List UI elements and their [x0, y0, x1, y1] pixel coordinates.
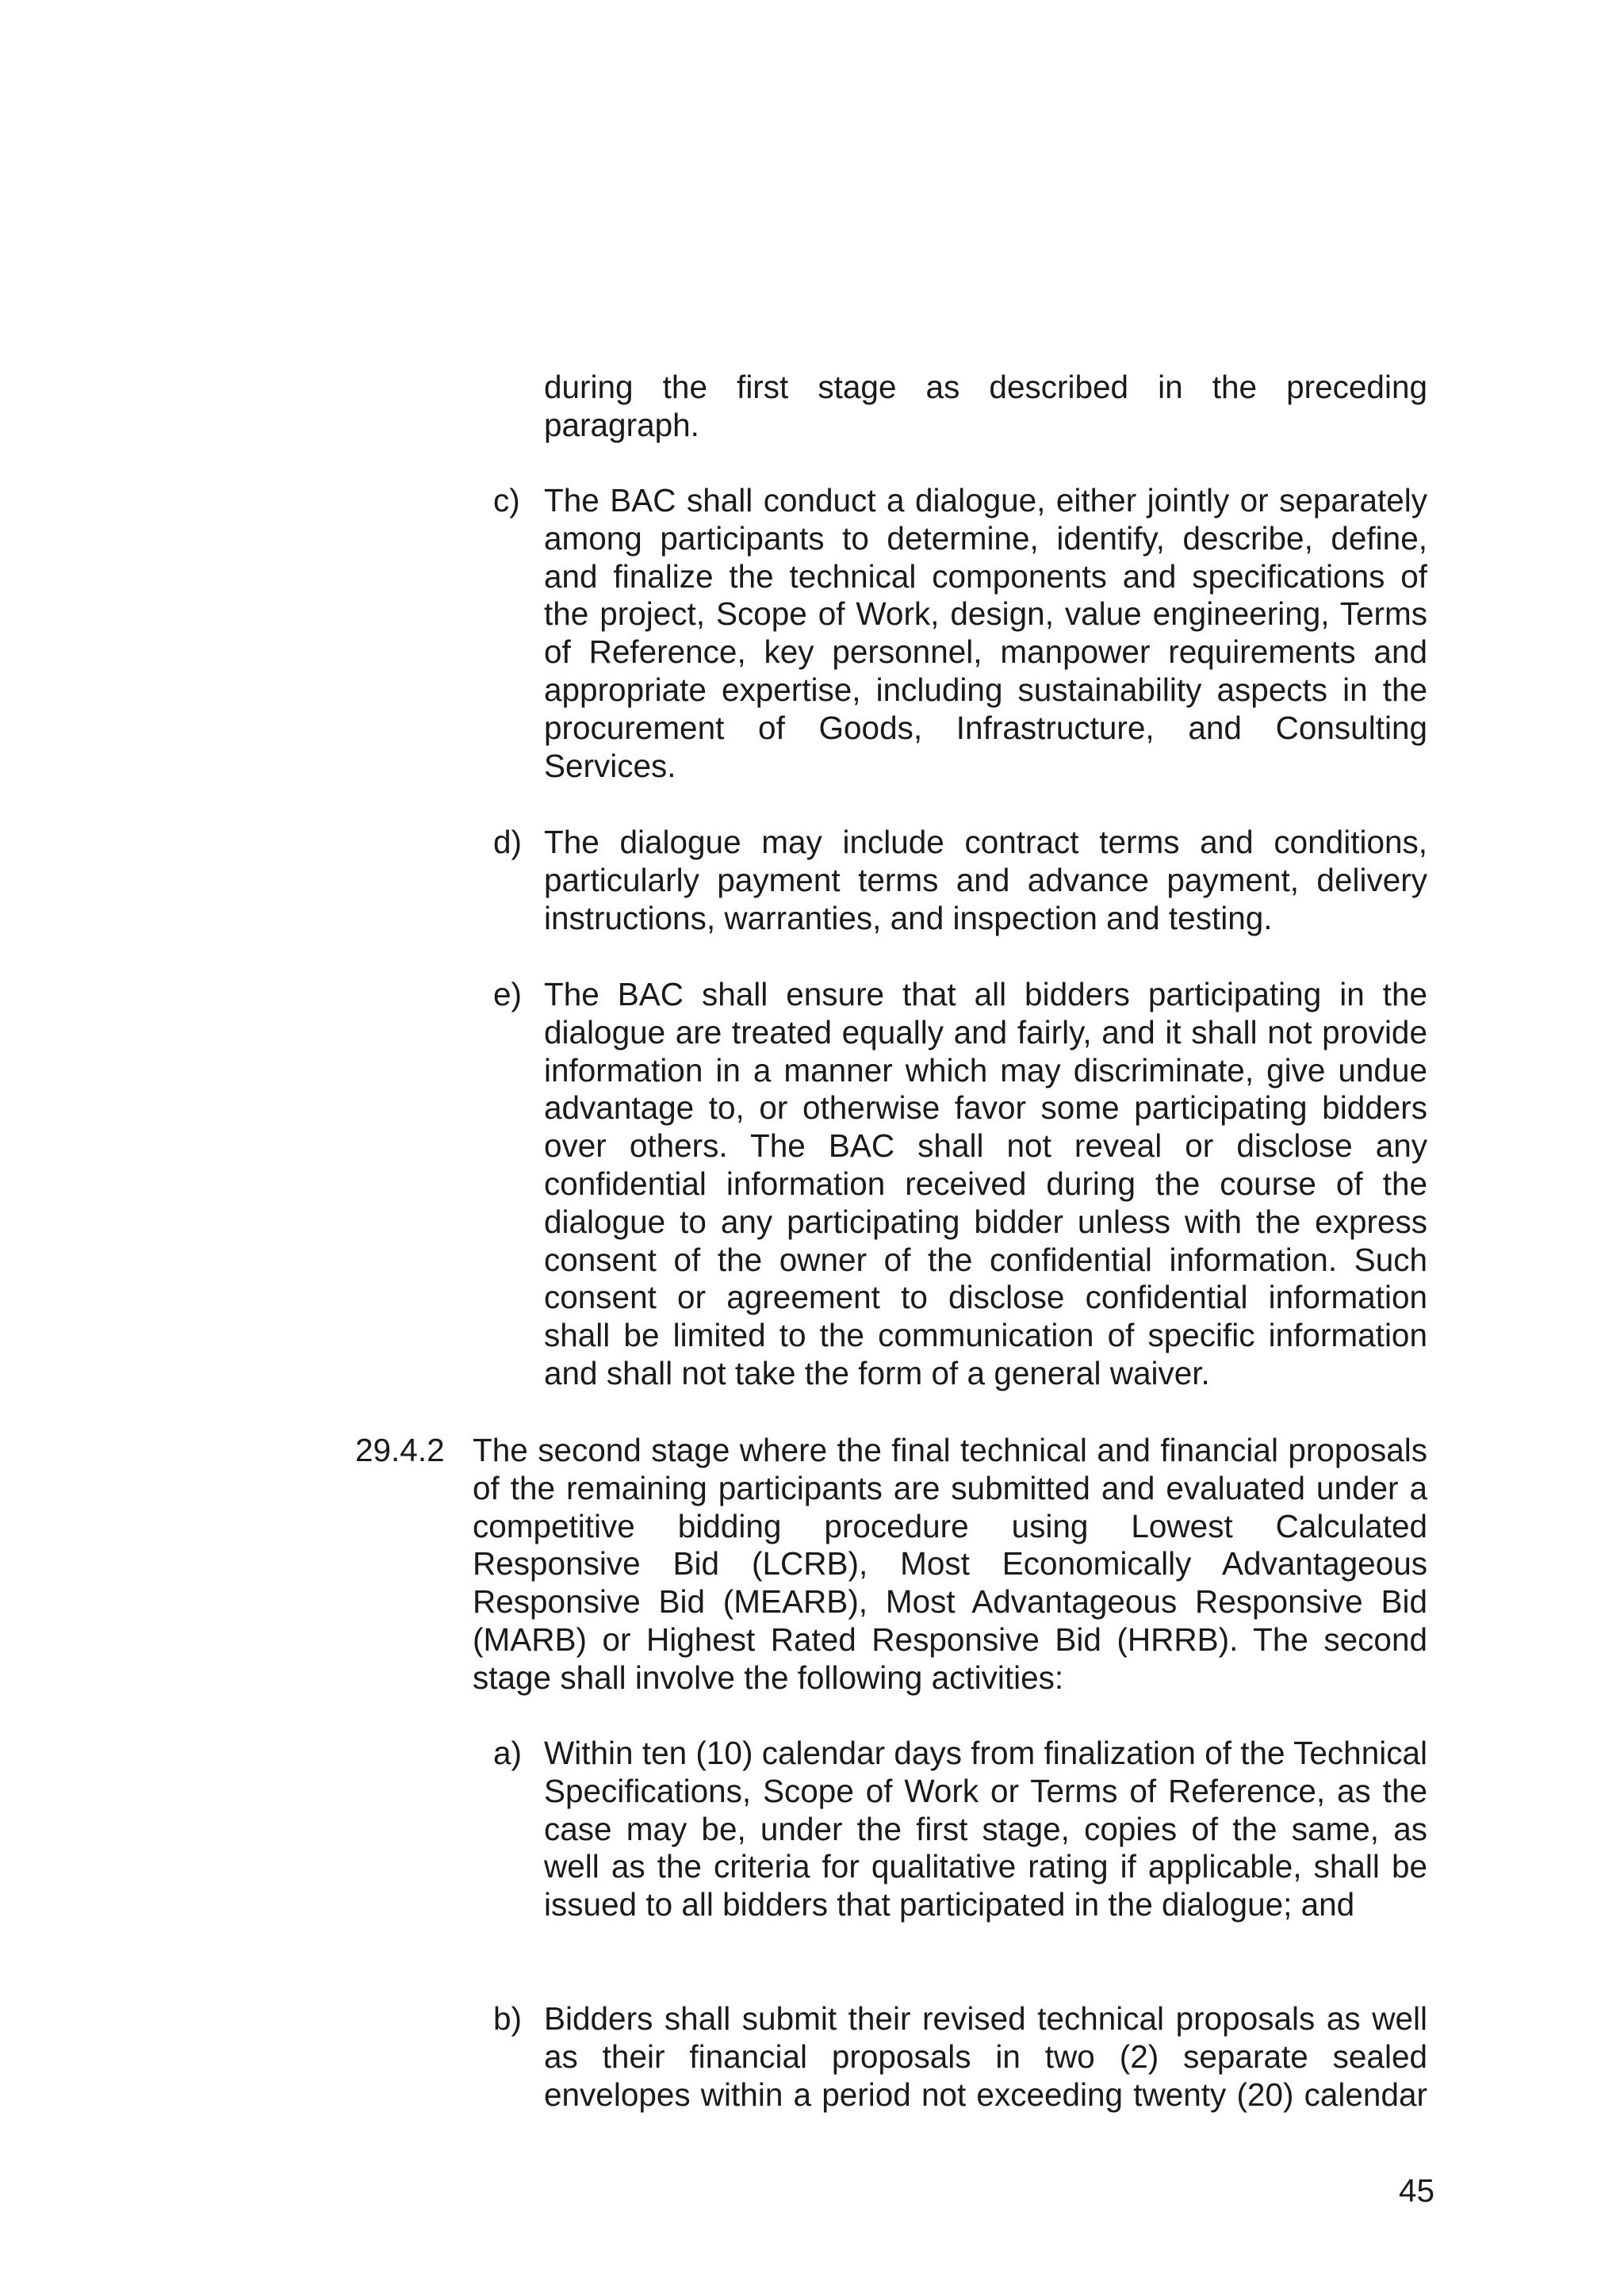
- page-number: 45: [1399, 2172, 1435, 2209]
- section-number: 29.4.2: [355, 1432, 445, 1468]
- list-marker-d: d): [493, 824, 523, 860]
- list-marker-e: e): [493, 976, 523, 1012]
- list-marker-b: b): [493, 2000, 523, 2037]
- list-marker-c: c): [493, 482, 520, 519]
- list-marker-a: a): [493, 1735, 523, 1771]
- continuation-paragraph: during the first stage as described in the preceding paragraph.: [544, 369, 1427, 443]
- list-item-b-text: Bidders shall submit their revised technical proposals as well as their financial proposals in two (2) separate sealed envelopes within a period not exceeding twenty (20) calendar: [544, 2000, 1427, 2113]
- list-item-e-text: The BAC shall ensure that all bidders participating in the dialogue are treated equally and fairly, and it shall not provide information in a manner which may discriminate, give undue advantage to, or otherwise favor some participating bidders over others. The BAC shall not reveal or disclose any confidential information received during the course of the dialogue to any participating bidder unless with the express consent of the owner of the confidential information. Such consent or agreement to disclose confidential information shall be limited to the communication of specific information and shall not take the form of a general waiver.: [544, 976, 1427, 1391]
- list-item-a-text: Within ten (10) calendar days from finalization of the Technical Specifications, Scope of Work or Terms of Reference, as the case may be, under the first stage, copies of the same, as well as the criteria for qualitative rating if applicable, shall be issued to all bidders that participated in the dialogue; and: [544, 1735, 1427, 1923]
- section-paragraph: The second stage where the final technical and financial proposals of the remaining participants are submitted and evaluated under a competitive bidding procedure using Lowest Calculated Responsive Bid (LCRB), Most Economically Advantageous Responsive Bid (MEARB), Most Advantageous Responsive Bid (MARB) or Highest Rated Responsive Bid (HRRB). The second stage shall involve the following activities:: [473, 1432, 1427, 1696]
- list-item-c-text: The BAC shall conduct a dialogue, either jointly or separately among participants to determine, identify, describe, define, and finalize the technical components and specifications of the project, Scope of Work, design, value engineering, Terms of Reference, key personnel, manpower requirements and appropriate expertise, including sustainability aspects in the procurement of Goods, Infrastructure, and Consulting Services.: [544, 482, 1427, 784]
- list-item-d-text: The dialogue may include contract terms and conditions, particularly payment terms and advance payment, delivery instructions, warranties, and inspection and testing.: [544, 824, 1427, 936]
